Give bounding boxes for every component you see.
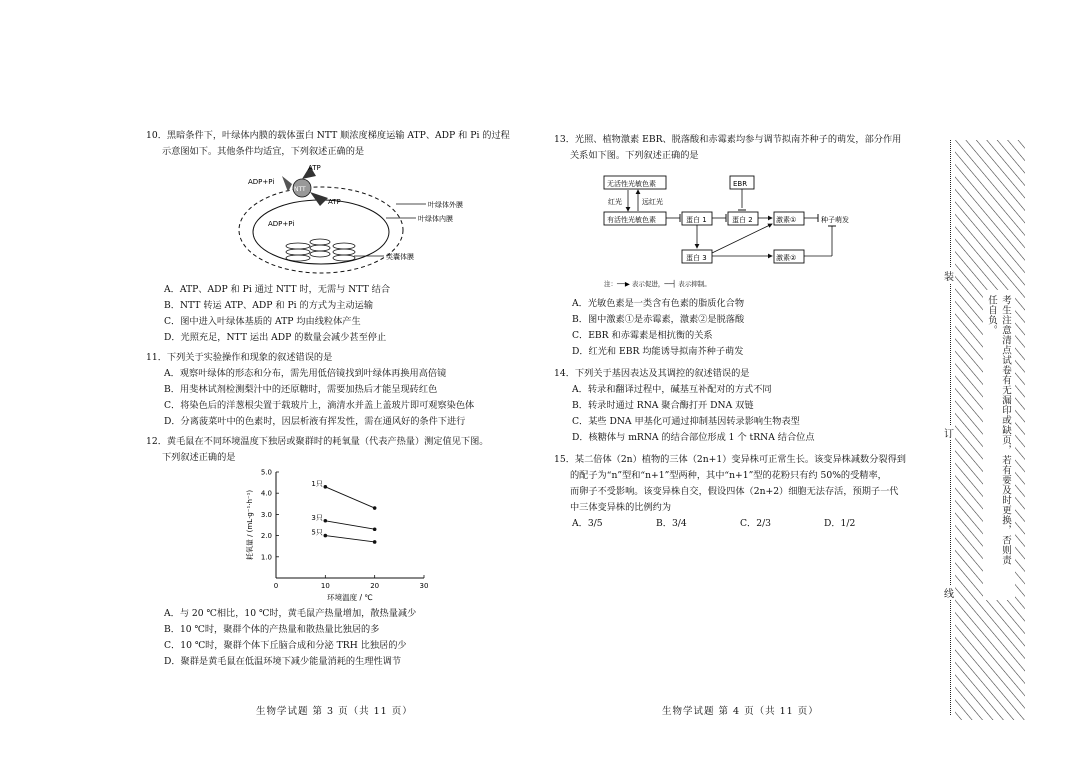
x-tick-label: 0 bbox=[273, 582, 279, 590]
series-label-3: 5只 bbox=[311, 528, 323, 537]
y-tick-label: 3.0 bbox=[260, 510, 272, 519]
data-point bbox=[324, 534, 328, 538]
label-ntt: NTT bbox=[294, 186, 306, 193]
label-inner-membrane: 叶绿体内膜 bbox=[418, 215, 453, 223]
q12-stem-line2: 下列叙述正确的是 bbox=[162, 452, 236, 463]
x-axis-label: 环境温度 / ℃ bbox=[327, 593, 373, 602]
y-tick-label: 2.0 bbox=[260, 532, 272, 541]
q14-option-d: D．核糖体与 mRNA 的结合部位形成 1 个 tRNA 结合位点 bbox=[572, 432, 815, 443]
right-page-footer: 生物学试题 第 4 页（共 11 页） bbox=[662, 706, 819, 717]
box-hormone-1: 激素① bbox=[776, 216, 797, 224]
q11-option-b: B．用斐林试剂检测梨汁中的还原糖时，需要加热后才能呈现砖红色 bbox=[164, 384, 438, 395]
binding-mark-ding: 订 bbox=[944, 425, 954, 440]
left-page bbox=[146, 128, 526, 674]
y-tick-label: 5.0 bbox=[260, 468, 272, 477]
box-ebr: EBR bbox=[733, 180, 748, 188]
q14-option-b: B．转录时通过 RNA 聚合酶打开 DNA 双链 bbox=[572, 400, 754, 411]
data-point bbox=[324, 485, 328, 489]
q15-options bbox=[554, 516, 924, 532]
q15-stem-line4: 中三体变异株的比例约为 bbox=[570, 502, 672, 513]
q12-option-a: A．与 20 ℃相比，10 ℃时，黄毛鼠产热量增加，散热量减少 bbox=[164, 608, 417, 619]
box-inactive-phytochrome: 无活性光敏色素 bbox=[607, 180, 656, 188]
q11-stem: 11．下列关于实验操作和现象的叙述错误的是 bbox=[146, 352, 333, 363]
oxygen-consumption-chart bbox=[238, 466, 458, 606]
binding-mark-xian: 线 bbox=[944, 585, 954, 600]
label-thylakoid: 类囊体膜 bbox=[386, 253, 414, 261]
question-14 bbox=[554, 366, 924, 446]
q11-option-a: A．观察叶绿体的形态和分布，需先用低倍镜找到叶绿体再换用高倍镜 bbox=[164, 368, 447, 379]
label-atp-mid: ATP bbox=[328, 198, 341, 206]
right-page bbox=[554, 132, 924, 536]
q11-option-d: D．分离菠菜叶中的色素时，因层析液有挥发性，需在通风好的条件下进行 bbox=[164, 416, 466, 427]
q10-option-a: A．ATP、ADP 和 Pi 通过 NTT 时，无需与 NTT 结合 bbox=[164, 284, 391, 295]
q14-option-a: A．转录和翻译过程中，碱基互补配对的方式不同 bbox=[572, 384, 772, 395]
box-protein-1: 蛋白 1 bbox=[686, 216, 707, 224]
q12-option-b: B．10 ℃时，聚群个体的产热量和散热量比独居的多 bbox=[164, 624, 380, 635]
q15-option-c: C．2/3 bbox=[740, 518, 772, 529]
label-adp-pi-inner: ADP+Pi bbox=[268, 220, 295, 228]
q13-option-c: C．EBR 和赤霉素是相抗衡的关系 bbox=[572, 330, 713, 341]
chloroplast-diagram bbox=[236, 162, 556, 282]
series-label-2: 3只 bbox=[311, 513, 323, 522]
q15-option-a: A．3/5 bbox=[572, 518, 603, 529]
series-line-3 bbox=[325, 536, 374, 542]
q12-option-d: D．聚群是黄毛鼠在低温环境下减少能量消耗的生理性调节 bbox=[164, 656, 402, 667]
left-page-footer: 生物学试题 第 3 页（共 11 页） bbox=[256, 706, 413, 717]
y-tick-label: 1.0 bbox=[260, 553, 272, 562]
label-seed-germination: 种子萌发 bbox=[821, 216, 849, 224]
label-outer-membrane: 叶绿体外膜 bbox=[428, 201, 463, 209]
q10-option-d: D．光照充足，NTT 运出 ADP 的数量会减少甚至停止 bbox=[164, 332, 387, 343]
q15-stem-line1: 15．某二倍体（2n）植物的三体（2n+1）变异株可正常生长。该变异株减数分裂得到 bbox=[554, 454, 906, 465]
q13-option-a: A．光敏色素是一类含有色素的脂质化合物 bbox=[572, 298, 745, 309]
q15-stem-line2: 的配子为“n”型和“n+1”型两种，其中“n+1”型的花粉只有约 50%的受精率， bbox=[570, 470, 887, 481]
question-10 bbox=[146, 128, 526, 346]
q15-option-d: D．1/2 bbox=[824, 518, 856, 529]
q13-option-d: D．红光和 EBR 均能诱导拟南芥种子萌发 bbox=[572, 346, 744, 357]
y-tick-label: 4.0 bbox=[260, 489, 272, 498]
q10-option-b: B．NTT 转运 ATP、ADP 和 Pi 的方式为主动运输 bbox=[164, 300, 374, 311]
box-protein-3: 蛋白 3 bbox=[686, 254, 707, 262]
label-far-red-light: 远红光 bbox=[642, 198, 663, 206]
data-point bbox=[373, 527, 377, 531]
q10-option-c: C．图中进入叶绿体基质的 ATP 均由线粒体产生 bbox=[164, 316, 361, 327]
x-tick-label: 20 bbox=[370, 582, 380, 590]
q13-stem-line2: 关系如下图。下列叙述正确的是 bbox=[570, 150, 699, 161]
x-tick-label: 30 bbox=[419, 582, 429, 590]
q10-stem-line1: 10．黑暗条件下，叶绿体内膜的载体蛋白 NTT 顺浓度梯度运输 ATP、ADP 和 Pi 的过程 bbox=[146, 130, 510, 141]
phytochrome-pathway-diagram bbox=[600, 168, 900, 296]
question-12 bbox=[146, 434, 526, 670]
q14-stem: 14．下列关于基因表达及其调控的叙述错误的是 bbox=[554, 368, 750, 379]
label-adp-pi-left: ADP+Pi bbox=[248, 178, 275, 186]
q13-stem-line1: 13．光照、植物激素 EBR、脱落酸和赤霉素均参与调节拟南芥种子的萌发，部分作用 bbox=[554, 134, 902, 145]
x-tick-label: 10 bbox=[320, 582, 330, 590]
series-line-2 bbox=[325, 521, 374, 529]
box-hormone-2: 激素② bbox=[776, 254, 797, 262]
series-line-1 bbox=[325, 487, 374, 508]
y-axis-label: 耗氧量 / (mL·g⁻¹·h⁻¹) bbox=[246, 489, 254, 561]
q12-stem-line1: 12．黄毛鼠在不同环境温度下独居或聚群时的耗氧量（代表产热量）测定值见下图。 bbox=[146, 436, 489, 447]
question-11 bbox=[146, 350, 526, 430]
exam-notice-vertical: 考生注意清点试卷有无漏印或缺页，若有要及时更换，否则责任自负。 bbox=[986, 295, 1011, 565]
data-point bbox=[373, 540, 377, 544]
series-label-1: 1只 bbox=[311, 479, 323, 488]
q12-option-c: C．10 ℃时，聚群个体下丘脑合成和分泌 TRH 比独居的少 bbox=[164, 640, 407, 651]
q10-stem-line2: 示意图如下。其他条件均适宜，下列叙述正确的是 bbox=[162, 146, 365, 157]
box-protein-2: 蛋白 2 bbox=[732, 216, 753, 224]
q15-stem-line3: 而卵子不受影响。该变异株自交，假设四体（2n+2）细胞无法存活，预期子一代 bbox=[570, 486, 899, 497]
binding-mark-zhuang: 装 bbox=[944, 268, 954, 283]
label-red-light: 红光 bbox=[608, 198, 622, 206]
question-15 bbox=[554, 452, 924, 532]
data-point bbox=[373, 506, 377, 510]
q11-option-c: C．将染色后的洋葱根尖置于载玻片上，滴清水并盖上盖玻片即可观察染色体 bbox=[164, 400, 475, 411]
q13-option-b: B．图中激素①是赤霉素，激素②是脱落酸 bbox=[572, 314, 745, 325]
data-point bbox=[324, 519, 328, 523]
q15-option-b: B．3/4 bbox=[656, 518, 687, 529]
q14-option-c: C．某些 DNA 甲基化可通过抑制基因转录影响生物表型 bbox=[572, 416, 800, 427]
label-atp-top: ATP bbox=[308, 164, 321, 172]
binding-hatch-area bbox=[955, 140, 1025, 720]
question-13 bbox=[554, 132, 924, 360]
diagram-legend-note: 注：──▶ 表示促进，──┤ 表示抑制。 bbox=[604, 280, 711, 288]
box-active-phytochrome: 有活性光敏色素 bbox=[607, 216, 656, 224]
